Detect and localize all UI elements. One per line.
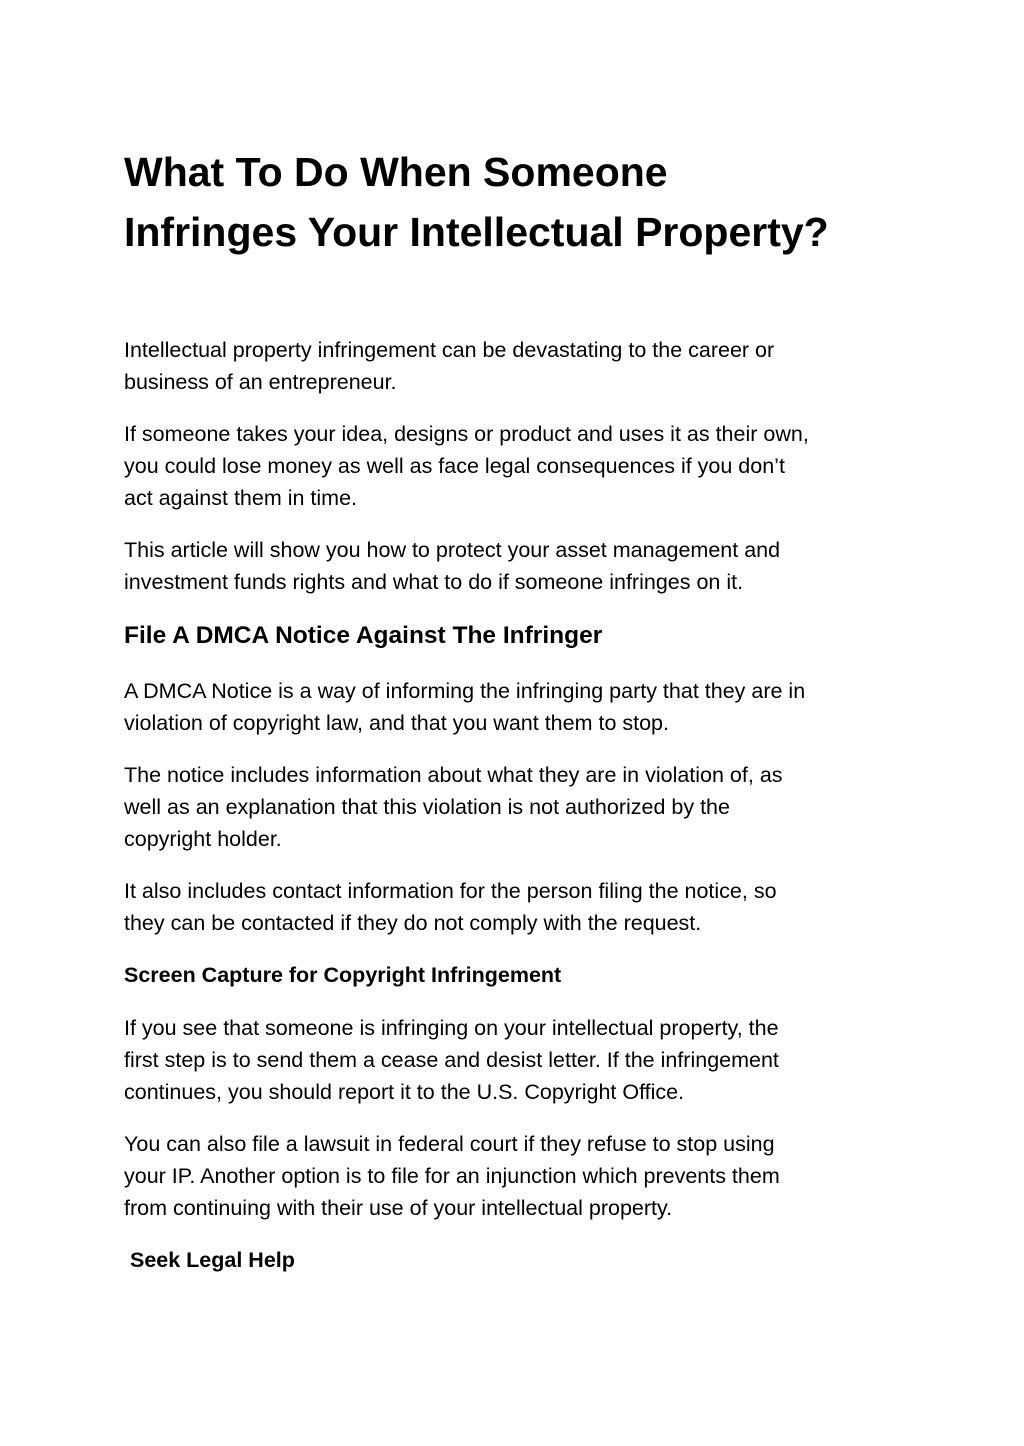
paragraph-line: If you see that someone is infringing on your intellectual property, the [124,1016,779,1040]
section-heading-legal-help: Seek Legal Help [124,1248,295,1272]
paragraph-line: first step is to send them a cease and desist letter. If the infringement [124,1048,779,1072]
paragraph-line: act against them in time. [124,486,358,510]
paragraph-line: A DMCA Notice is a way of informing the infringing party that they are in [124,679,806,703]
paragraph-line: It also includes contact information for the person filing the notice, so [124,879,777,903]
screen-capture-paragraph-2 [124,1128,904,1224]
paragraph-line: violation of copyright law, and that you want them to stop. [124,711,669,735]
paragraph-line: investment funds rights and what to do if someone infringes on it. [124,570,744,594]
intro-paragraph-1 [124,334,904,398]
paragraph-line: The notice includes information about what they are in violation of, as [124,763,783,787]
screen-capture-paragraph-1 [124,1012,904,1108]
document-title [124,142,904,262]
section-heading-dmca: File A DMCA Notice Against The Infringer [124,622,603,649]
paragraph-line: you could lose money as well as face legal consequences if you don’t [124,454,785,478]
paragraph-line: your IP. Another option is to file for an injunction which prevents them [124,1164,780,1188]
intro-paragraph-3 [124,534,904,598]
paragraph-line: from continuing with their use of your intellectual property. [124,1196,673,1220]
paragraph-line: This article will show you how to protect your asset management and [124,538,781,562]
paragraph-line: they can be contacted if they do not comply with the request. [124,911,702,935]
dmca-paragraph-2 [124,759,904,855]
paragraph-line: well as an explanation that this violation is not authorized by the [124,795,730,819]
section-heading-screen-capture: Screen Capture for Copyright Infringement [124,963,562,987]
title-line: What To Do When Someone [124,149,668,195]
paragraph-line: copyright holder. [124,827,282,851]
paragraph-line: Intellectual property infringement can be devastating to the career or [124,338,775,362]
paragraph-line: business of an entrepreneur. [124,370,397,394]
dmca-paragraph-1 [124,675,904,739]
paragraph-line: You can also file a lawsuit in federal court if they refuse to stop using [124,1132,775,1156]
dmca-paragraph-3 [124,875,904,939]
title-line: Infringes Your Intellectual Property? [124,209,829,255]
intro-paragraph-2 [124,418,904,514]
paragraph-line: continues, you should report it to the U.S. Copyright Office. [124,1080,685,1104]
paragraph-line: If someone takes your idea, designs or product and uses it as their own, [124,422,809,446]
